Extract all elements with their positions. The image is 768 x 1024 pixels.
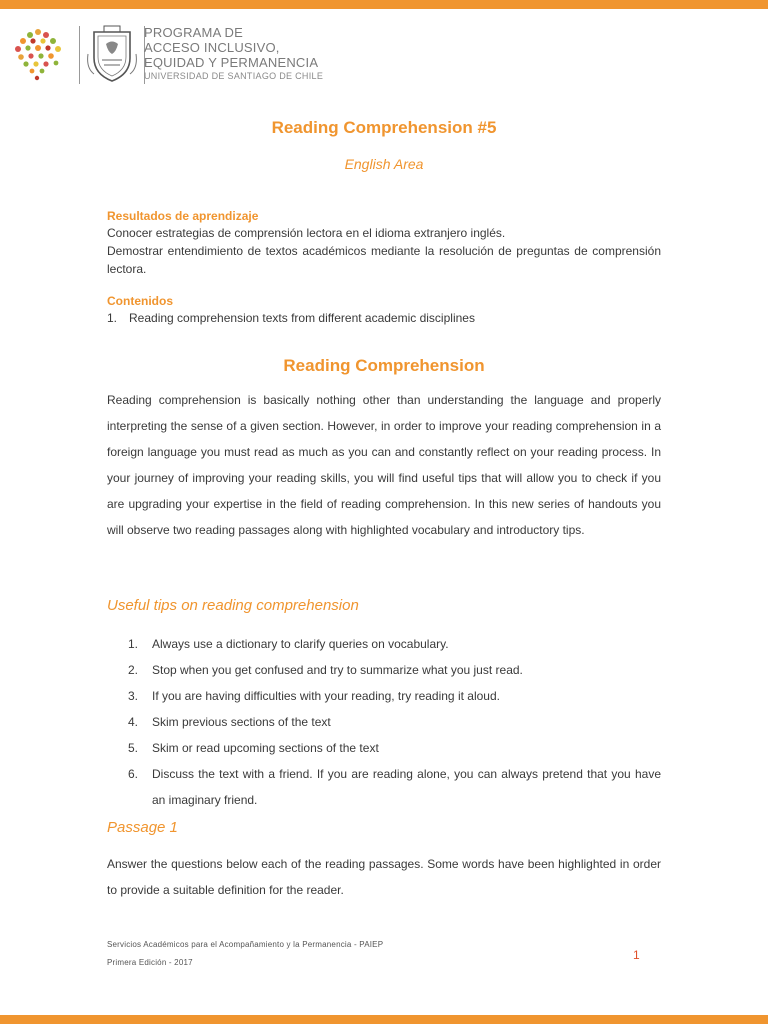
tips-heading: Useful tips on reading comprehension bbox=[107, 597, 359, 614]
intro-paragraph: Reading comprehension is basically nothing other than understanding the language and properly interpreting the sense of a given section. However, in order to improve your reading comprehension in a foreign language you must read as much as you can and constantly reflect on your reading process. In your journey of improving your reading skills, you will find useful tips that will allow you to check if you are upgrading your expertise in the field of reading comprehension. In this new series of handouts you will observe two reading passages along with highlighted vocabulary and introductory tips. bbox=[107, 393, 661, 537]
list-item-number: 5. bbox=[128, 741, 139, 755]
list-item-text: Reading comprehension texts from different academic disciplines bbox=[129, 311, 475, 325]
learning-results-section bbox=[107, 208, 661, 278]
list-item bbox=[128, 735, 661, 761]
learning-result-line: Demostrar entendimiento de textos académicos mediante la resolución de preguntas de comprensión lectora. bbox=[107, 244, 661, 276]
list-item bbox=[128, 709, 661, 735]
list-item-number: 6. bbox=[128, 767, 139, 781]
list-item-text: Stop when you get confused and try to summarize what you just read. bbox=[152, 663, 523, 677]
contents-label: Contenidos bbox=[107, 294, 173, 308]
university-name: UNIVERSIDAD DE SANTIAGO DE CHILE bbox=[144, 71, 324, 81]
list-item-text: Always use a dictionary to clarify queries on vocabulary. bbox=[152, 637, 449, 651]
program-name bbox=[144, 25, 323, 83]
list-item-number: 3. bbox=[128, 689, 139, 703]
page-header bbox=[12, 22, 342, 90]
list-item bbox=[128, 657, 661, 683]
list-item-number: 4. bbox=[128, 715, 139, 729]
tree-logo-icon bbox=[12, 26, 64, 84]
top-accent-bar bbox=[0, 0, 768, 9]
learning-result-line: Conocer estrategias de comprensión lectora en el idioma extranjero inglés. bbox=[107, 226, 506, 240]
list-item bbox=[107, 309, 661, 327]
footer-edition: Primera Edición - 2017 bbox=[107, 958, 193, 967]
section-heading: Reading Comprehension bbox=[283, 356, 485, 375]
passage-instructions: Answer the questions below each of the reading passages. Some words have been highlighted in order to provide a suitable definition for the reader. bbox=[107, 857, 661, 897]
list-item-number: 1. bbox=[128, 637, 139, 651]
list-item-number: 1. bbox=[107, 311, 118, 325]
list-item bbox=[128, 631, 661, 657]
page-footer bbox=[107, 936, 383, 972]
program-line: PROGRAMA DE bbox=[144, 25, 243, 40]
list-item-text: Skim or read upcoming sections of the text bbox=[152, 741, 379, 755]
learning-results-label: Resultados de aprendizaje bbox=[107, 209, 259, 223]
list-item bbox=[128, 683, 661, 709]
list-item bbox=[128, 761, 661, 813]
program-line: EQUIDAD Y PERMANENCIA bbox=[144, 55, 319, 70]
list-item-text: Skim previous sections of the text bbox=[152, 715, 331, 729]
document-subtitle: English Area bbox=[344, 156, 424, 172]
footer-organization: Servicios Académicos para el Acompañamiento y la Permanencia - PAIEP bbox=[107, 940, 384, 949]
page-number: 1 bbox=[633, 948, 640, 962]
contents-section bbox=[107, 293, 661, 327]
list-item-number: 2. bbox=[128, 663, 139, 677]
list-item-text: Discuss the text with a friend. If you are reading alone, you can always pretend that you have an imaginary friend. bbox=[152, 767, 661, 807]
document-title: Reading Comprehension #5 bbox=[271, 118, 497, 137]
list-item-text: If you are having difficulties with your reading, try reading it aloud. bbox=[152, 689, 500, 703]
logo-divider bbox=[79, 26, 80, 84]
university-crest-icon bbox=[86, 24, 138, 84]
program-line: ACCESO INCLUSIVO, bbox=[144, 40, 280, 55]
tips-list bbox=[128, 631, 661, 813]
bottom-accent-bar bbox=[0, 1015, 768, 1024]
passage-heading: Passage 1 bbox=[107, 819, 178, 836]
